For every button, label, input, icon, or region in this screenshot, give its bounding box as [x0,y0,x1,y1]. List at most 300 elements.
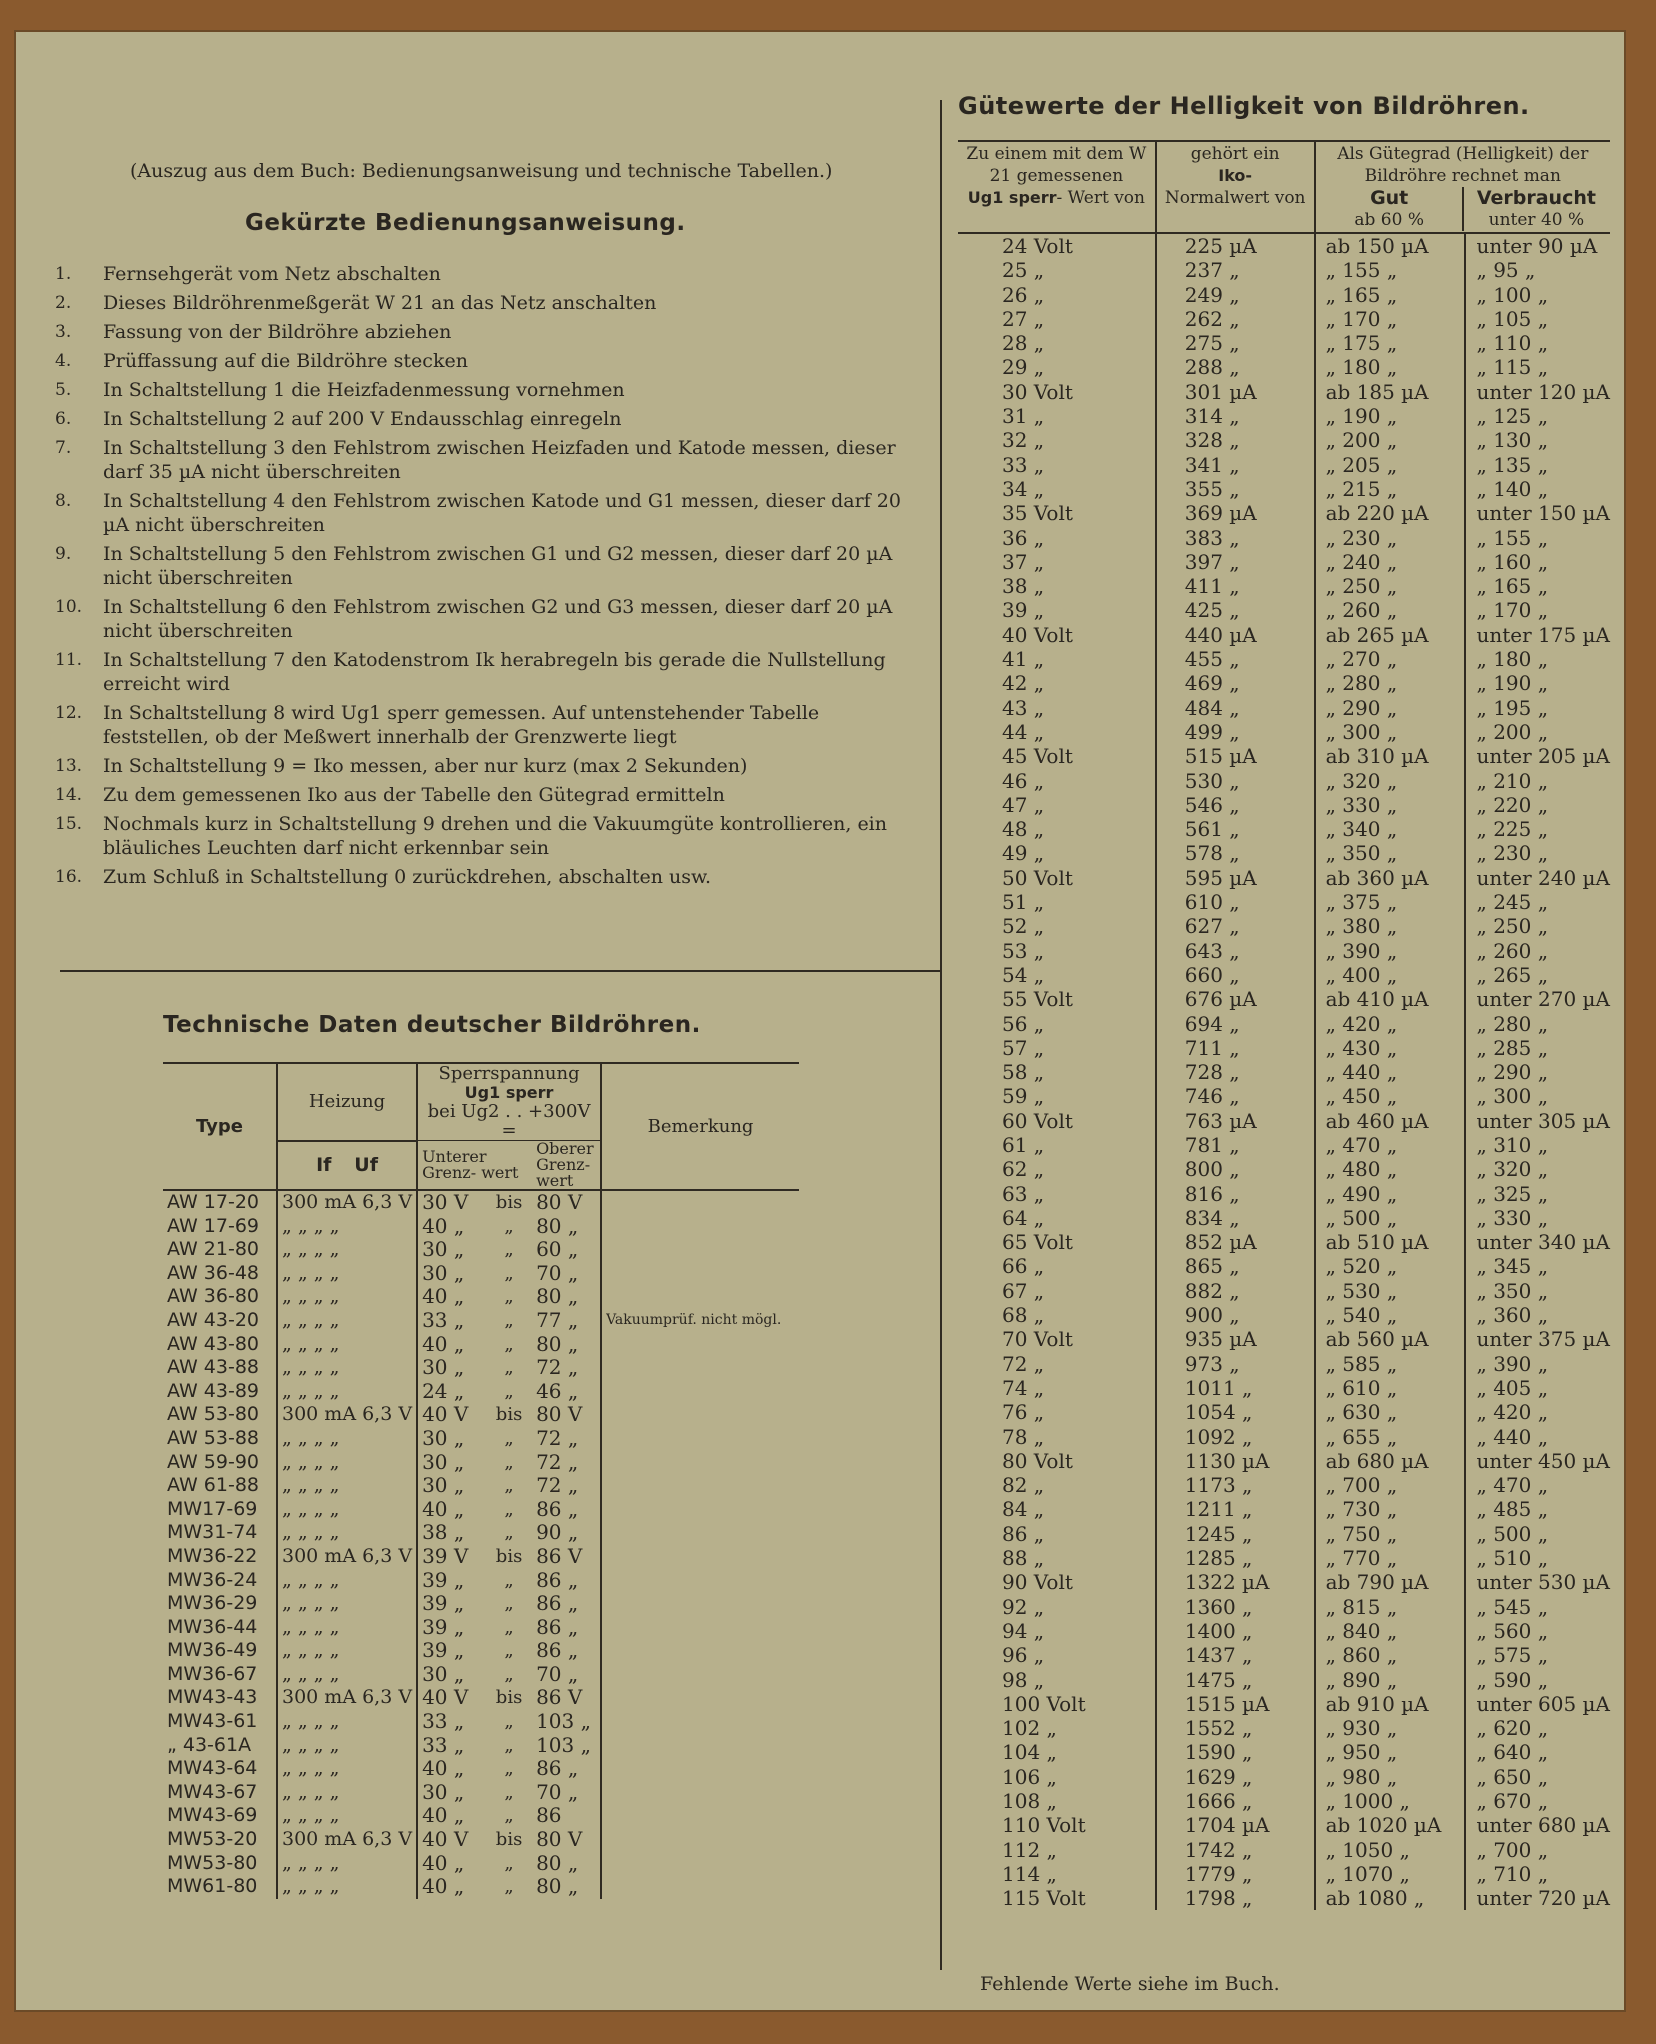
table-row [958,671,1610,695]
tech-cell-heat: „ „ „ „ [277,1238,417,1262]
brightness-cell-i: 816 „ [1156,1182,1315,1206]
tech-cell-type: AW 17-20 [167,1191,259,1213]
brightness-cell-v: 36 „ [1002,525,1045,550]
brightness-cell-i: 225 µA [1156,233,1315,258]
instruction-number: 1. [55,264,72,284]
instruction-item [55,701,905,749]
instruction-item [55,542,905,590]
brightness-cell-i: 781 „ [1156,1133,1315,1157]
table-row [958,501,1610,525]
tech-cell-hi: 86 V [536,1543,583,1568]
tech-cell-rem [601,1781,799,1805]
tech-cell-bis: „ [504,1876,514,1898]
brightness-cell-x: „ 265 „ [1465,963,1610,987]
instruction-item [55,407,905,431]
instruction-item [55,812,905,860]
tech-cell-rem [601,1474,799,1498]
instruction-text: In Schaltstellung 4 den Fehlstrom zwischen Katode und G1 messen, dieser darf 20 µA nicht überschreiten [103,490,901,536]
brightness-cell-x: „ 290 „ [1465,1060,1610,1084]
horizontal-divider [60,970,940,972]
instruction-item [55,349,905,373]
brightness-cell-v: 47 „ [1002,792,1045,817]
col-iko-text: gehört ein [1190,144,1280,164]
brightness-cell-v: 115 Volt [1002,1886,1086,1911]
table-row [958,1400,1610,1424]
brightness-cell-i: 728 „ [1156,1060,1315,1084]
tech-cell-hi: 86 „ [536,1591,579,1616]
brightness-cell-x: „ 590 „ [1465,1668,1610,1692]
table-row [958,1643,1610,1667]
brightness-cell-g: „ 420 „ [1315,1012,1466,1036]
col-sperrspannung [417,1063,601,1141]
brightness-cell-i: 1092 „ [1156,1425,1315,1449]
brightness-cell-x: „ 485 „ [1465,1497,1610,1521]
brightness-cell-i: 694 „ [1156,1012,1315,1036]
tech-cell-rem [601,1639,799,1663]
table-row [958,1084,1610,1108]
tech-cell-type: MW61-80 [167,1875,258,1898]
tech-cell-type: AW 43-88 [167,1356,259,1379]
table-row [958,1886,1610,1910]
table-row [958,1668,1610,1692]
brightness-cell-g: ab 1080 „ [1315,1886,1466,1910]
tech-cell-heat: „ „ „ „ [277,1262,417,1286]
brightness-cell-i: 1173 „ [1156,1473,1315,1497]
tech-cell-rem [601,1686,799,1710]
col-iko-tail: Normalwert von [1164,188,1306,208]
table-row [958,1327,1610,1351]
brightness-cell-x: unter 120 µA [1465,380,1610,404]
brightness-cell-v: 35 Volt [1002,501,1073,526]
table-row [958,1109,1610,1133]
tech-cell-hi: 80 V [536,1402,583,1427]
table-row [163,1828,799,1852]
col-if-uf [277,1141,417,1191]
brightness-cell-x: „ 500 „ [1465,1522,1610,1546]
tech-cell-lo: 40 V [417,1403,486,1427]
brightness-cell-i: 882 „ [1156,1279,1315,1303]
tech-cell-type: MW43-61 [167,1710,258,1733]
brightness-cell-x: „ 510 „ [1465,1546,1610,1570]
tech-cell-type: AW 61-88 [167,1474,259,1497]
brightness-cell-g: „ 190 „ [1315,404,1466,428]
brightness-cell-g: „ 630 „ [1315,1400,1466,1424]
brightness-cell-g: „ 770 „ [1315,1546,1466,1570]
brightness-cell-v: 86 „ [1002,1521,1045,1546]
tech-cell-lo: 30 „ [417,1781,486,1805]
tech-cell-rem [601,1403,799,1427]
tech-cell-heat: „ „ „ „ [277,1309,417,1333]
brightness-cell-g: „ 250 „ [1315,574,1466,598]
table-row [958,1813,1610,1837]
table-row [958,963,1610,987]
tech-cell-rem [601,1238,799,1262]
brightness-cell-v: 84 „ [1002,1497,1045,1522]
brightness-cell-x: „ 300 „ [1465,1084,1610,1108]
tech-cell-hi: 80 V [536,1190,583,1214]
brightness-cell-x: „ 105 „ [1465,307,1610,331]
brightness-cell-v: 58 „ [1002,1060,1045,1085]
brightness-cell-v: 52 „ [1002,914,1045,939]
brightness-cell-g: „ 380 „ [1315,914,1466,938]
tech-cell-type: MW36-29 [167,1592,258,1615]
brightness-cell-x: „ 95 „ [1465,258,1610,282]
brightness-cell-x: „ 110 „ [1465,331,1610,355]
table-row [163,1663,799,1687]
brightness-cell-g: ab 150 µA [1315,233,1466,258]
tech-cell-heat: „ „ „ „ [277,1639,417,1663]
brightness-cell-g: „ 890 „ [1315,1668,1466,1692]
brightness-cell-x: „ 620 „ [1465,1716,1610,1740]
table-row [163,1333,799,1357]
tech-cell-hi: 80 V [536,1827,583,1852]
table-row [958,258,1610,282]
table-row [163,1875,799,1899]
table-row [958,890,1610,914]
table-row [958,1133,1610,1157]
tech-cell-lo: 40 „ [417,1804,486,1828]
instruction-text: In Schaltstellung 6 den Fehlstrom zwischen G2 und G3 messen, dieser darf 20 µA nicht überschreiten [103,596,893,642]
tech-cell-bis: „ [504,1427,514,1449]
table-row [958,623,1610,647]
brightness-cell-v: 26 „ [1002,282,1045,307]
brightness-cell-x: „ 280 „ [1465,1012,1610,1036]
tech-cell-bis: „ [504,1498,514,1520]
table-row [958,866,1610,890]
instruction-item [55,595,905,643]
table-row [163,1238,799,1262]
table-row [958,1838,1610,1862]
table-row [958,307,1610,331]
brightness-cell-g: „ 1000 „ [1315,1789,1466,1813]
brightness-cell-x: „ 310 „ [1465,1133,1610,1157]
tech-cell-rem [601,1427,799,1451]
brightness-cell-x: „ 575 „ [1465,1643,1610,1667]
brightness-cell-g: ab 410 µA [1315,987,1466,1011]
tech-cell-type: MW43-64 [167,1757,258,1780]
table-row [163,1639,799,1663]
tech-cell-rem [601,1190,799,1215]
table-row [163,1451,799,1475]
brightness-cell-g: „ 585 „ [1315,1352,1466,1376]
brightness-cell-i: 355 „ [1156,477,1315,501]
tech-cell-bis: „ [504,1640,514,1662]
brightness-cell-i: 1322 µA [1156,1570,1315,1594]
brightness-cell-g: ab 910 µA [1315,1692,1466,1716]
brightness-cell-i: 440 µA [1156,623,1315,647]
brightness-cell-v: 27 „ [1002,306,1045,331]
brightness-cell-g: „ 280 „ [1315,671,1466,695]
brightness-cell-v: 98 „ [1002,1667,1045,1692]
tech-cell-hi: 70 „ [536,1260,579,1285]
table-row [958,1279,1610,1303]
brightness-cell-i: 262 „ [1156,307,1315,331]
brightness-table-title: Gütewerte der Helligkeit von Bildröhren. [958,92,1530,120]
tech-cell-heat: „ „ „ „ [277,1757,417,1781]
table-row [163,1474,799,1498]
instruction-item [55,262,905,286]
table-row [163,1545,799,1569]
table-row [163,1686,799,1710]
brightness-cell-x: „ 115 „ [1465,355,1610,379]
table-row [958,1522,1610,1546]
brightness-cell-v: 62 „ [1002,1157,1045,1182]
tech-cell-heat: „ „ „ „ [277,1663,417,1687]
brightness-cell-v: 37 „ [1002,549,1045,574]
tech-cell-hi: 80 „ [536,1874,579,1899]
instruction-number: 5. [55,380,72,400]
brightness-cell-i: 900 „ [1156,1303,1315,1327]
brightness-cell-v: 94 „ [1002,1618,1045,1643]
brightness-cell-i: 973 „ [1156,1352,1315,1376]
brightness-cell-i: 369 µA [1156,501,1315,525]
footer-note: Fehlende Werte siehe im Buch. [980,1973,1280,1995]
brightness-cell-i: 341 „ [1156,453,1315,477]
brightness-cell-i: 1054 „ [1156,1400,1315,1424]
tech-cell-lo: 30 „ [417,1474,486,1498]
tech-cell-hi: 72 „ [536,1425,579,1450]
instruction-text: In Schaltstellung 2 auf 200 V Endausschlag einregeln [103,408,622,430]
tech-cell-type: MW31-74 [167,1521,258,1544]
tech-cell-rem [601,1663,799,1687]
tech-cell-rem [601,1498,799,1522]
brightness-cell-i: 1590 „ [1156,1740,1315,1764]
brightness-cell-x: „ 560 „ [1465,1619,1610,1643]
table-row [163,1427,799,1451]
brightness-cell-x: „ 670 „ [1465,1789,1610,1813]
brightness-cell-i: 328 „ [1156,428,1315,452]
brightness-cell-g: „ 815 „ [1315,1595,1466,1619]
brightness-cell-v: 68 „ [1002,1303,1045,1328]
tech-cell-type: MW53-20 [167,1828,258,1851]
brightness-cell-x: „ 640 „ [1465,1740,1610,1764]
col-ug1-text: Zu einem mit dem W 21 gemessenen [966,144,1147,186]
table-row [958,283,1610,307]
tech-cell-bis: „ [504,1758,514,1780]
brightness-cell-x: „ 195 „ [1465,696,1610,720]
tech-cell-hi: 80 „ [536,1213,579,1238]
brightness-cell-g: ab 460 µA [1315,1109,1466,1133]
tech-cell-hi: 86 „ [536,1756,579,1781]
tech-cell-rem: Vakuumprüf. nicht mögl. [601,1309,799,1333]
table-row [958,1012,1610,1036]
brightness-cell-i: 469 „ [1156,671,1315,695]
brightness-cell-g: ab 220 µA [1315,501,1466,525]
instruction-text: In Schaltstellung 9 = Iko messen, aber nur kurz (max 2 Sekunden) [103,755,748,777]
brightness-cell-v: 51 „ [1002,890,1045,915]
brightness-cell-i: 249 „ [1156,283,1315,307]
verbraucht-sub: unter 40 % [1488,210,1585,230]
brightness-cell-x: „ 390 „ [1465,1352,1610,1376]
brightness-cell-x: „ 405 „ [1465,1376,1610,1400]
tech-cell-hi: 86 [536,1803,562,1828]
brightness-cell-g: ab 185 µA [1315,380,1466,404]
table-row [958,1570,1610,1594]
brightness-cell-x: „ 210 „ [1465,769,1610,793]
brightness-cell-v: 65 Volt [1002,1230,1073,1255]
brightness-cell-x: „ 470 „ [1465,1473,1610,1497]
brightness-cell-g: „ 490 „ [1315,1182,1466,1206]
table-row [958,1230,1610,1254]
brightness-cell-v: 92 „ [1002,1594,1045,1619]
gut-sub: ab 60 % [1354,210,1424,230]
tech-cell-heat: „ „ „ „ [277,1616,417,1640]
brightness-cell-g: „ 440 „ [1315,1060,1466,1084]
tech-cell-hi: 90 „ [536,1520,579,1545]
table-row [958,1716,1610,1740]
brightness-cell-v: 78 „ [1002,1424,1045,1449]
brightness-cell-x: unter 205 µA [1465,744,1610,768]
brightness-cell-i: 1245 „ [1156,1522,1315,1546]
brightness-cell-g: „ 470 „ [1315,1133,1466,1157]
tech-cell-heat: „ „ „ „ [277,1804,417,1828]
brightness-cell-x: „ 190 „ [1465,671,1610,695]
brightness-cell-i: 1515 µA [1156,1692,1315,1716]
brightness-cell-g: ab 510 µA [1315,1230,1466,1254]
tech-cell-heat: „ „ „ „ [277,1285,417,1309]
brightness-cell-v: 43 „ [1002,695,1045,720]
tech-cell-heat: 300 mA 6,3 V [277,1403,417,1427]
tech-cell-hi: 103 „ [536,1732,591,1757]
brightness-cell-v: 66 „ [1002,1254,1045,1279]
tech-cell-type: MW36-22 [167,1544,258,1567]
brightness-cell-v: 38 „ [1002,574,1045,599]
brightness-cell-i: 301 µA [1156,380,1315,404]
brightness-cell-v: 42 „ [1002,671,1045,696]
table-row [958,1449,1610,1473]
table-row [163,1757,799,1781]
brightness-cell-g: „ 200 „ [1315,428,1466,452]
brightness-cell-x: „ 100 „ [1465,283,1610,307]
table-row [958,1473,1610,1497]
tech-cell-heat: „ „ „ „ [277,1592,417,1616]
tech-cell-lo: 24 „ [417,1380,486,1404]
brightness-cell-x: „ 345 „ [1465,1254,1610,1278]
brightness-cell-x: „ 230 „ [1465,841,1610,865]
brightness-cell-g: „ 215 „ [1315,477,1466,501]
verbraucht-label: Verbraucht [1476,187,1596,209]
table-row [958,817,1610,841]
tech-cell-hi: 72 „ [536,1355,579,1380]
brightness-cell-g: „ 290 „ [1315,696,1466,720]
brightness-cell-i: 455 „ [1156,647,1315,671]
brightness-cell-g: „ 480 „ [1315,1157,1466,1181]
tech-cell-lo: 40 V [417,1686,486,1710]
tech-cell-rem [601,1875,799,1899]
instruction-number: 10. [55,597,83,617]
tech-cell-hi: 72 „ [536,1449,579,1474]
sperr-symbol: Ug1 sperr [464,1083,554,1102]
brightness-cell-i: 595 µA [1156,866,1315,890]
table-row [163,1852,799,1876]
brightness-table [958,140,1610,1910]
brightness-cell-x: „ 245 „ [1465,890,1610,914]
table-row [958,1595,1610,1619]
tech-cell-rem [601,1545,799,1569]
tech-cell-bis: „ [504,1593,514,1615]
brightness-cell-v: 110 Volt [1002,1813,1086,1838]
tech-cell-lo: 30 „ [417,1451,486,1475]
instruction-number: 3. [55,322,72,342]
sperr-title: Sperrspannung [438,1063,580,1084]
instruction-number: 7. [55,438,72,458]
table-row [958,841,1610,865]
instruction-text: Nochmals kurz in Schaltstellung 9 drehen und die Vakuumgüte kontrollieren, ein bläuliches Leuchten darf nicht erkennbar sein [103,813,888,859]
brightness-cell-g: „ 930 „ [1315,1716,1466,1740]
tech-cell-bis: „ [504,1239,514,1261]
brightness-cell-x: unter 680 µA [1465,1813,1610,1837]
tech-cell-bis: „ [504,1569,514,1591]
tech-cell-bis: „ [504,1805,514,1827]
tech-cell-lo: 30 „ [417,1427,486,1451]
brightness-cell-g: „ 350 „ [1315,841,1466,865]
brightness-cell-v: 88 „ [1002,1546,1045,1571]
brightness-cell-x: unter 605 µA [1465,1692,1610,1716]
brightness-cell-x: „ 260 „ [1465,939,1610,963]
brightness-cell-g: „ 165 „ [1315,283,1466,307]
table-row [958,769,1610,793]
brightness-cell-i: 578 „ [1156,841,1315,865]
instruction-number: 13. [55,756,83,776]
table-row [163,1592,799,1616]
tech-cell-bis: „ [504,1734,514,1756]
tech-cell-type: AW 53-88 [167,1426,259,1449]
brightness-cell-x: „ 420 „ [1465,1400,1610,1424]
tech-cell-type: MW43-67 [167,1780,258,1803]
tech-cell-heat: 300 mA 6,3 V [277,1686,417,1710]
brightness-cell-i: 1211 „ [1156,1497,1315,1521]
brightness-cell-g: ab 360 µA [1315,866,1466,890]
brightness-cell-g: ab 265 µA [1315,623,1466,647]
table-row [958,987,1610,1011]
table-row [958,1425,1610,1449]
tech-cell-hi: 60 „ [536,1237,579,1262]
tech-cell-rem [601,1592,799,1616]
table-row [958,647,1610,671]
tech-cell-lo: 30 „ [417,1663,486,1687]
tech-cell-lo: 39 „ [417,1592,486,1616]
tech-cell-type: MW36-49 [167,1639,258,1662]
brightness-cell-i: 834 „ [1156,1206,1315,1230]
brightness-cell-x: unter 240 µA [1465,866,1610,890]
table-row [958,453,1610,477]
instruction-number: 2. [55,293,72,313]
brightness-cell-x: „ 320 „ [1465,1157,1610,1181]
tech-cell-bis: „ [504,1616,514,1638]
col-lower: Unterer Grenz- wert [417,1141,532,1191]
tech-cell-type: AW 43-89 [167,1379,259,1402]
tech-cell-bis: „ [504,1451,514,1473]
brightness-cell-x: „ 125 „ [1465,404,1610,428]
brightness-cell-v: 60 Volt [1002,1108,1073,1133]
brightness-cell-x: unter 90 µA [1465,233,1610,258]
tech-cell-lo: 40 V [417,1828,486,1852]
tech-cell-type: MW43-43 [167,1686,258,1709]
brightness-cell-x: unter 150 µA [1465,501,1610,525]
brightness-cell-i: 530 „ [1156,769,1315,793]
brightness-cell-g: „ 320 „ [1315,769,1466,793]
tech-cell-bis: „ [504,1475,514,1497]
table-row [958,1352,1610,1376]
brightness-cell-x: unter 530 µA [1465,1570,1610,1594]
brightness-cell-g: „ 180 „ [1315,355,1466,379]
tech-table-title: Technische Daten deutscher Bildröhren. [163,1012,701,1038]
brightness-cell-g: ab 680 µA [1315,1449,1466,1473]
tech-cell-lo: 39 „ [417,1639,486,1663]
col-gut [1317,187,1462,231]
tech-cell-lo: 30 „ [417,1356,486,1380]
tech-cell-lo: 38 „ [417,1521,486,1545]
